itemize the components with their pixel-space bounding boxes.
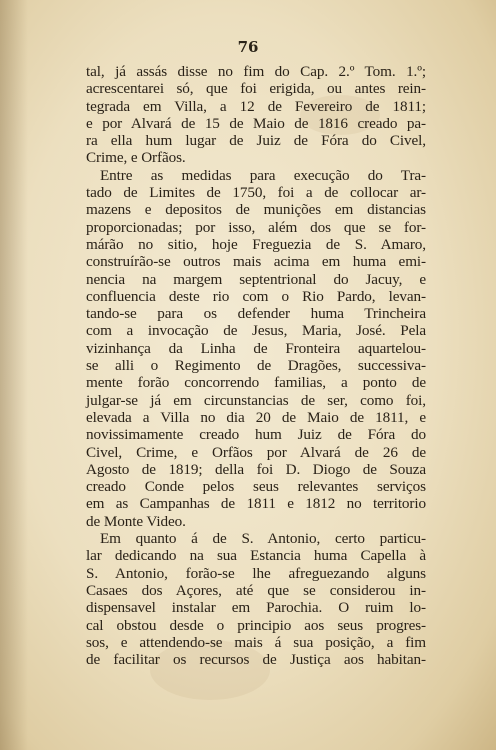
- text-line: vizinhança da Linha de Fronteira aquartelou-: [86, 339, 426, 357]
- text-line: Crime, e Orfãos.: [86, 149, 186, 167]
- text-line: ra ella hum lugar de Juiz de Fóra do Civel,: [86, 132, 426, 150]
- text-line: elevada a Villa no dia 20 de Maio de 1811, e: [86, 408, 426, 426]
- text-line: construírão-se outros mais acima em huma emi-: [86, 253, 426, 271]
- text-line: tado de Limites de 1750, foi a de collocar ar-: [86, 184, 426, 202]
- text-line: sos, e attendendo-se mais á sua posição, a fim: [86, 633, 426, 651]
- text-line: Casaes dos Açores, até que se considerou in-: [86, 581, 426, 599]
- text-line: Civel, Crime, e Orfãos por Alvará de 26 de: [86, 443, 426, 461]
- text-line: em as Campanhas de 1811 e 1812 no territorio: [86, 495, 426, 513]
- text-line: mente forão concorrendo familias, a ponto de: [86, 374, 426, 392]
- text-line: creado Conde pelos seus relevantes serviços: [86, 478, 426, 496]
- text-line: e por Alvará de 15 de Maio de 1816 creado pa-: [86, 114, 426, 132]
- text-line: Em quanto á de S. Antonio, certo particu-: [100, 530, 426, 548]
- text-line: lar dedicando na sua Estancia huma Capella à: [86, 547, 426, 565]
- text-line: de Monte Video.: [86, 512, 186, 530]
- text-line: tal, já assás disse no fim do Cap. 2.º Tom. 1.º;: [86, 63, 426, 80]
- text-line: proporcionadas; por isso, além dos que se for-: [86, 218, 426, 236]
- text-line: mazens e depositos de munições em distancias: [86, 201, 426, 219]
- text-line: tando-se para os defender huma Trincheira: [86, 305, 426, 323]
- text-line: novissimamente creado hum Juiz de Fóra do: [86, 426, 426, 444]
- text-line: se alli o Regimento de Dragões, successiva-: [86, 357, 426, 375]
- text-line: confluencia deste rio com o Rio Pardo, levan-: [86, 287, 426, 305]
- text-line: Entre as medidas para execução do Tra-: [100, 166, 426, 184]
- text-line: de facilitar os recursos de Justiça aos habitan-: [86, 651, 426, 669]
- text-line: cal obstou desde o principio aos seus progres-: [86, 616, 426, 634]
- text-line: nencia na margem septentrional do Jacuy, e: [86, 270, 426, 288]
- text-line: Agosto de 1819; della foi D. Diogo de Souza: [86, 460, 426, 478]
- text-line: márão no sitio, hoje Freguezia de S. Amaro,: [86, 235, 426, 253]
- text-line: julgar-se já em circunstancias de ser, como foi,: [86, 391, 426, 409]
- body-text: [86, 63, 426, 668]
- text-line: tegrada em Villa, a 12 de Fevereiro de 1811;: [86, 97, 426, 115]
- text-line: dispensavel instalar em Parochia. O ruim lo-: [86, 599, 426, 617]
- page-number: 76: [237, 38, 259, 56]
- text-line: S. Antonio, forão-se lhe afreguezando alguns: [86, 564, 426, 582]
- text-line: acrescentarei só, que foi erigida, ou antes rein-: [86, 80, 426, 98]
- text-line: com a invocação de Jesus, Maria, José. Pela: [86, 322, 426, 340]
